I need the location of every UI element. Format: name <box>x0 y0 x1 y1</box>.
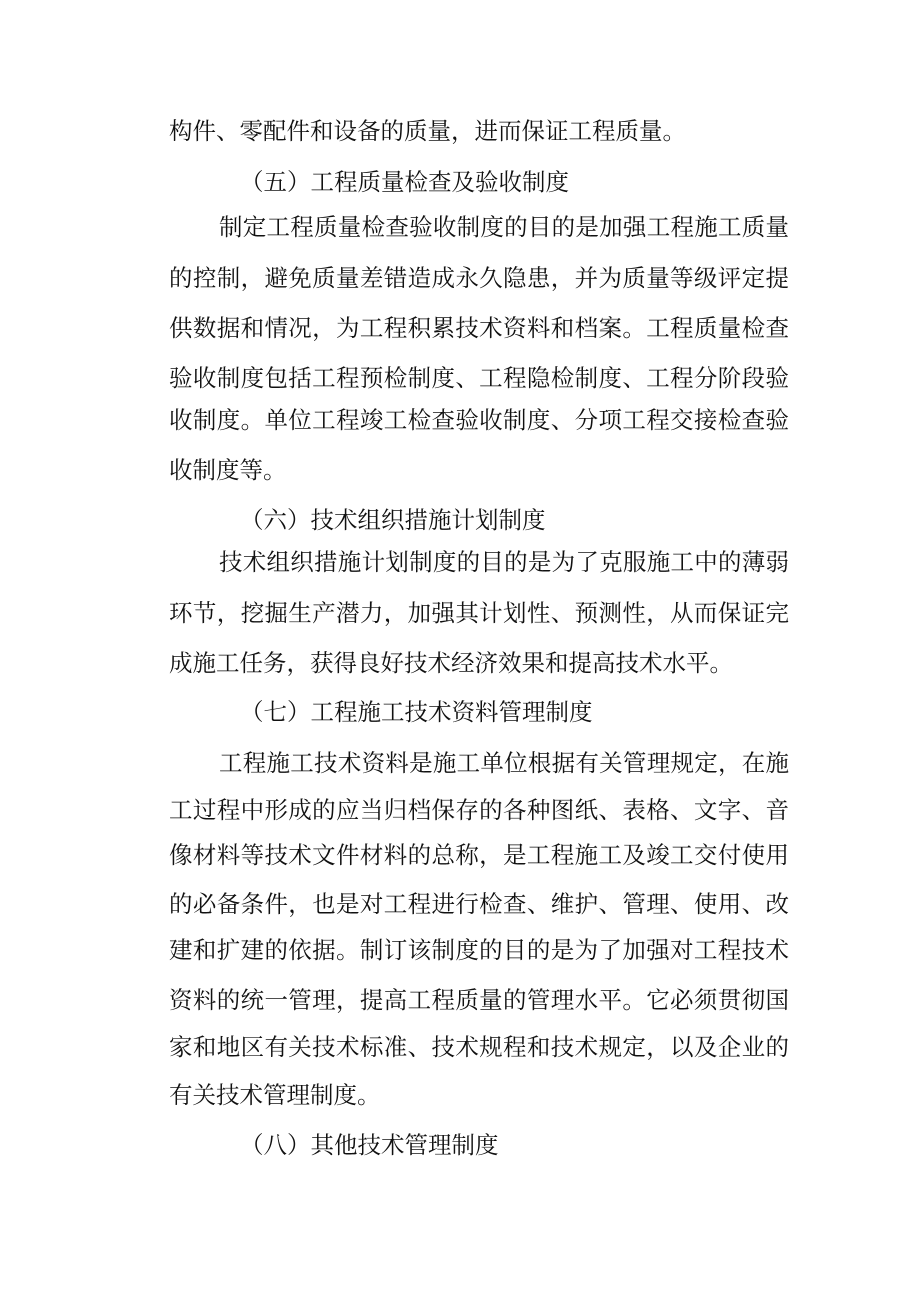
paragraph-line: 的控制，避免质量差错造成永久隐患，并为质量等级评定提 <box>169 264 789 292</box>
paragraph-line: 像材料等技术文件材料的总称，是工程施工及竣工交付使用 <box>169 841 789 869</box>
paragraph-line: 验收制度包括工程预检制度、工程隐检制度、工程分阶段验 <box>169 364 789 392</box>
paragraph-line: 构件、零配件和设备的质量，进而保证工程质量。 <box>169 117 686 145</box>
section-heading: （五）工程质量检查及验收制度 <box>240 168 569 196</box>
paragraph-line: 技术组织措施计划制度的目的是为了克服施工中的薄弱 <box>219 548 789 576</box>
section-heading: （八）其他技术管理制度 <box>240 1131 499 1159</box>
section-heading: （七）工程施工技术资料管理制度 <box>240 698 593 726</box>
paragraph-line: 成施工任务，获得良好技术经济效果和提高技术水平。 <box>169 649 733 677</box>
paragraph-line: 的必备条件，也是对工程进行检查、维护、管理、使用、改 <box>169 890 789 918</box>
paragraph-line: 工过程中形成的应当归档保存的各种图纸、表格、文字、音 <box>169 796 789 824</box>
paragraph-line: 收制度。单位工程竣工检查验收制度、分项工程交接检查验 <box>169 406 789 434</box>
paragraph-line: 家和地区有关技术标准、技术规程和技术规定，以及企业的 <box>169 1033 789 1061</box>
paragraph-line: 环节，挖掘生产潜力，加强其计划性、预测性，从而保证完 <box>169 599 789 627</box>
section-heading: （六）技术组织措施计划制度 <box>240 506 546 534</box>
paragraph-line: 建和扩建的依据。制订该制度的目的是为了加强对工程技术 <box>169 936 789 964</box>
paragraph-line: 工程施工技术资料是施工单位根据有关管理规定，在施 <box>219 749 789 777</box>
paragraph-line: 资料的统一管理，提高工程质量的管理水平。它必须贯彻国 <box>169 986 789 1014</box>
paragraph-line: 有关技术管理制度。 <box>169 1081 381 1109</box>
paragraph-line: 制定工程质量检查验收制度的目的是加强工程施工质量 <box>219 213 789 241</box>
paragraph-line: 收制度等。 <box>169 456 287 484</box>
paragraph-line: 供数据和情况，为工程积累技术资料和档案。工程质量检查 <box>169 314 789 342</box>
